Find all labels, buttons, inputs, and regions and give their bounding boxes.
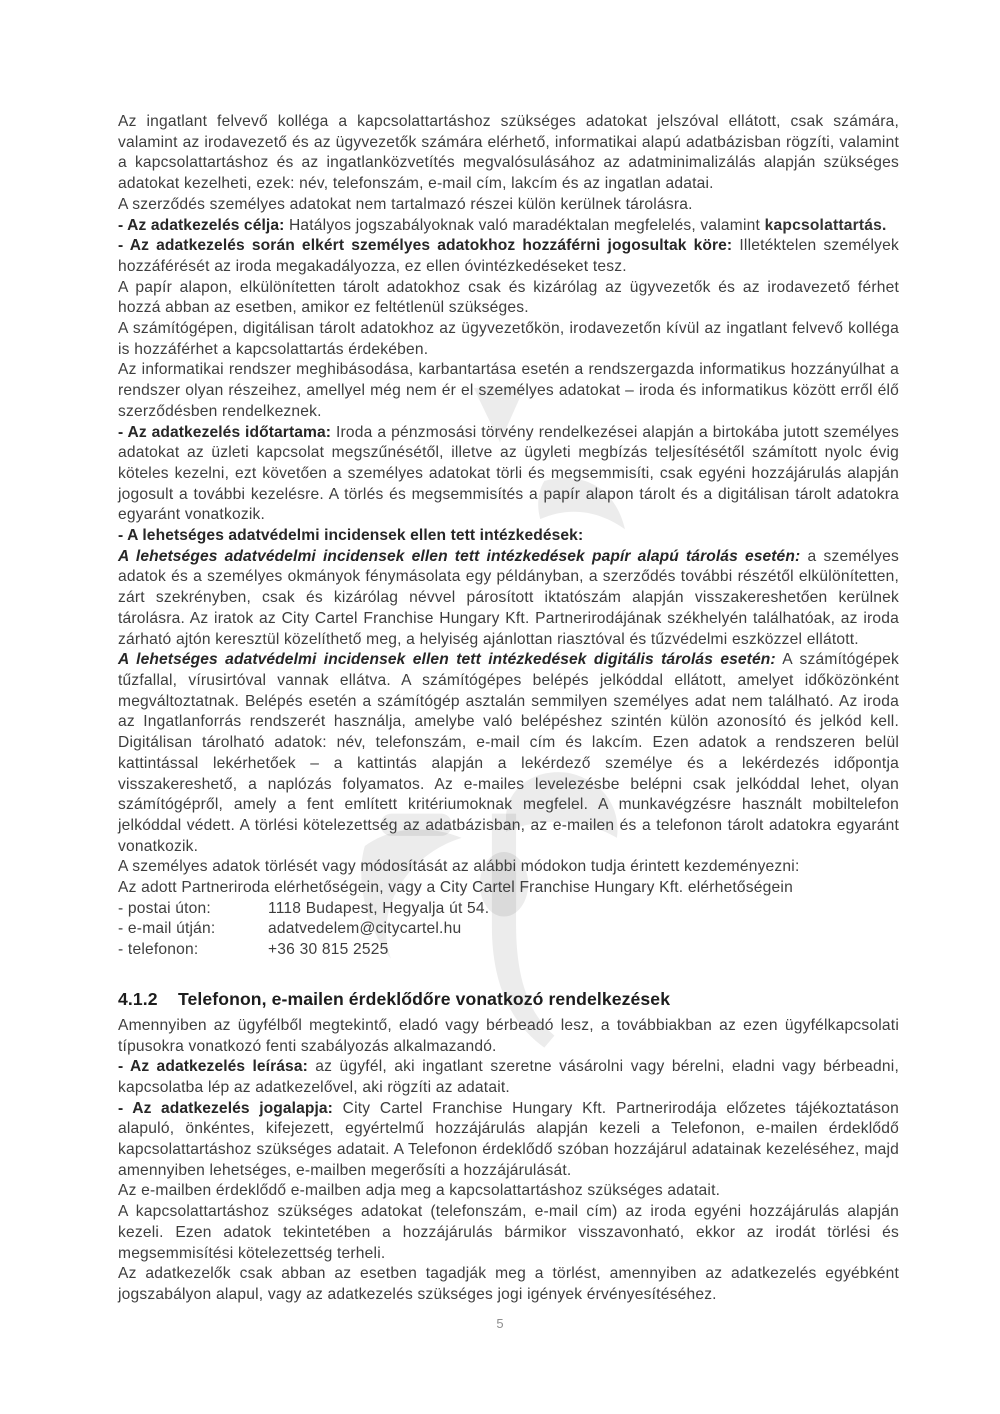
- text-run: a személyes adatok és a személyes okmányok fénymásolata egy példányban, a szerződés további részétől elkülönítetten, zárt szekrényben, csak és kizárólag névvel párosított iktatószám alapján visszakereshetően kerülnek tárolásra. Az iratok az City Cartel Franchise Hungary Kft. Partnerirodájának székhelyén találhatóak, az iroda zárható ajtón keresztül közelíthető meg, a helyiség ajánlottan riasztóval és tűzvédelmi eszközzel ellátott.: [118, 547, 899, 648]
- text-run: Iroda a pénzmosási törvény rendelkezései alapján a birtokába jutott személyes adatokat az üzleti kapcsolat megszűnésétől, illetve az ügyleti megbízás teljesítésétől számított nyolc évig köteles kezelni, ezt követően a személyes adatokat törli és megsemmisíti, csak egyéni hozzájárulás alapján jogosult a további kezelésre. A törlés és megsemmisítés a papír alapon tárolt és a digitálisan tárolt adatokra egyaránt vonatkozik.: [118, 423, 899, 524]
- paragraph: [118, 526, 899, 547]
- text-run: A papír alapon, elkülönítetten tárolt adatokhoz csak és kizárólag az ügyvezetők és az irodavezető férhet hozzá abban az esetben, amikor ez feltétlenül szükséges.: [118, 278, 899, 317]
- section-heading: [118, 988, 899, 1010]
- paragraph: [118, 319, 899, 360]
- contact-label: - telefonon:: [118, 941, 199, 959]
- paragraph: [118, 878, 899, 899]
- text-run: Az adott Partneriroda elérhetőségein, vagy a City Cartel Franchise Hungary Kft. elérhetőségein: [118, 879, 793, 897]
- text-run: - A lehetséges adatvédelmi incidensek ellen tett intézkedések:: [118, 527, 584, 545]
- text-run: A lehetséges adatvédelmi incidensek ellen tett intézkedések papír alapú tárolás esetén:: [118, 547, 801, 565]
- paragraph: [118, 650, 899, 857]
- text-run: A számítógépek tűzfallal, vírusirtóval vannak ellátva. A számítógépes belépés jelkóddal ellátott, amelyet időközönként megváltoztatnak. Belépés esetén a számítógép asztalán semmilyen személyes adat nem található. Az iroda az Ingatlanforrás rendszerét használja, amelybe való belépéshez szintén külön azonosító és jelkód kell. Digitálisan tárolható adatok: név, telefonszám, e-mail cím és lakcím. Ezen adatok a rendszeren belül kattintással lekérhetőek – a kattintás alapján a lekérdező személye és a lekérdezés időpontja visszakereshető, a naplózás folyamatos. Az e-mailes levelezésbe belépni csak jelkóddal lehet, olyan számítógépről, amely a fent említett kritériumoknak megfelel. A munkavégzésre használt mobiltelefon jelkóddal védett. A törlési kötelezettség az adatbázisban, az e-mailen és a telefonon tárolt adatokra egyaránt vonatkozik.: [118, 651, 899, 855]
- paragraph: [118, 216, 899, 237]
- paragraph: [118, 1057, 899, 1098]
- contact-value: adatvedelem@citycartel.hu: [268, 920, 462, 938]
- text-run: - Az adatkezelés jogalapja:: [118, 1099, 333, 1117]
- paragraph: [118, 1202, 899, 1264]
- page-number: 5: [496, 1316, 504, 1331]
- paragraph: [118, 360, 899, 422]
- text-run: Az adatkezelők csak abban az esetben tagadják meg a törlést, amennyiben az adatkezelés egyébként jogszabályon alapul, vagy az adatkezelés szükséges jogi igények érvényesítéséhez.: [118, 1265, 899, 1303]
- text-run: Az e-mailben érdeklődő e-mailben adja meg a kapcsolattartáshoz szükséges adatait.: [118, 1182, 721, 1200]
- paragraph: [118, 423, 899, 527]
- paragraph: [118, 857, 899, 878]
- text-run: Az ingatlant felvevő kolléga a kapcsolattartáshoz szükséges adatokat jelszóval ellátott, csak számára, valamint az irodavezető és az ügyvezetők számára elérhető, informatikai alapú adatbázisban rögzíti, valamint a kapcsolattartáshoz és az ingatlanközvetítés megvalósulásához az adatminimalizálás alapján szükséges adatokat kezelheti, ezek: név, telefonszám, e-mail cím, lakcím és az ingatlan adatai.: [118, 113, 899, 193]
- text-run: kapcsolattartás.: [764, 216, 887, 234]
- text-run: Hatályos jogszabályoknak való maradéktalan megfelelés, valamint: [284, 216, 765, 234]
- text-run: - Az adatkezelés célja:: [118, 216, 285, 234]
- contact-row: [118, 919, 899, 940]
- text-run: Illetéktelen személyek hozzáférését az iroda megakadályozza, ez ellen óvintézkedéseket tesz.: [118, 237, 899, 275]
- paragraph: [118, 547, 899, 651]
- paragraph: [118, 112, 899, 195]
- section-number: 4.1.2: [118, 988, 158, 1009]
- contact-row: [118, 899, 899, 920]
- text-run: A szerződés személyes adatokat nem tartalmazó részei külön kerülnek tárolásra.: [118, 195, 693, 213]
- paragraph: [118, 1264, 899, 1305]
- contact-value: 1118 Budapest, Hegyalja út 54.: [268, 899, 490, 917]
- contact-value: +36 30 815 2525: [268, 941, 389, 959]
- paragraph: [118, 1181, 899, 1202]
- text-run: Amennyiben az ügyfélből megtekintő, eladó vagy bérbeadó lesz, a továbbiakban az ezen ügyfélkapcsolati típusokra vonatkozó fenti szabályozás alkalmazandó.: [118, 1016, 899, 1055]
- text-run: A kapcsolattartáshoz szükséges adatokat (telefonszám, e-mail cím) az iroda egyéni hozzájárulás alapján kezeli. Ezen adatok tekintetében a hozzájárulás bármikor visszavonható, ekkor az irodát törlési és megsemmisítési kötelezettség terheli.: [118, 1203, 899, 1262]
- contact-row: [118, 940, 899, 961]
- text-run: - Az adatkezelés során elkért személyes adatokhoz hozzáférni jogosultak köre:: [118, 237, 733, 255]
- contact-label: - e-mail útján:: [118, 920, 216, 938]
- paragraph: [118, 278, 899, 319]
- contact-label: - postai úton:: [118, 899, 211, 917]
- text-run: A számítógépen, digitálisan tárolt adatokhoz az ügyvezetőkön, irodavezetőn kívül az ingatlant felvevő kolléga is hozzáférhet a kapcsolattartás érdekében.: [118, 320, 899, 358]
- paragraph: [118, 1016, 899, 1057]
- text-run: Az informatikai rendszer meghibásodása, karbantartása esetén a rendszergazda informatikus hozzányúlhat a rendszer olyan részeihez, amellyel még nem ér el személyes adatokat – iroda és informatikus között erről élő szerződésben rendelkeznek.: [118, 361, 899, 420]
- section-title: Telefonon, e-mailen érdeklődőre vonatkozó rendelkezések: [178, 988, 671, 1009]
- text-run: az ügyfél, aki ingatlant szeretne vásárolni vagy bérelni, eladni vagy bérbeadni, kapcsolatba lép az adatkezelővel, aki rögzíti az adatait.: [118, 1058, 899, 1096]
- paragraph: [118, 236, 899, 277]
- text-run: - Az adatkezelés leírása:: [118, 1058, 308, 1076]
- text-run: A személyes adatok törlését vagy módosítását az alábbi módokon tudja érintett kezdeményezni:: [118, 858, 800, 876]
- paragraph: [118, 1099, 899, 1182]
- document-body: [118, 112, 899, 1306]
- paragraph: [118, 195, 899, 216]
- text-run: A lehetséges adatvédelmi incidensek ellen tett intézkedések digitális tárolás esetén:: [118, 651, 776, 669]
- text-run: - Az adatkezelés időtartama:: [118, 423, 332, 441]
- text-run: City Cartel Franchise Hungary Kft. Partnerirodája előzetes tájékoztatáson alapuló, önkéntes, kifejezett, egyértelmű hozzájárulás alapján kezeli a Telefonon, e-mailen érdeklődő kapcsolattartáshoz szükséges adatait. A Telefonon érdeklődő szóban hozzájárul adatainak kezeléséhez, majd amennyiben lehetséges, e-mailben megerősíti a hozzájárulását.: [118, 1099, 899, 1179]
